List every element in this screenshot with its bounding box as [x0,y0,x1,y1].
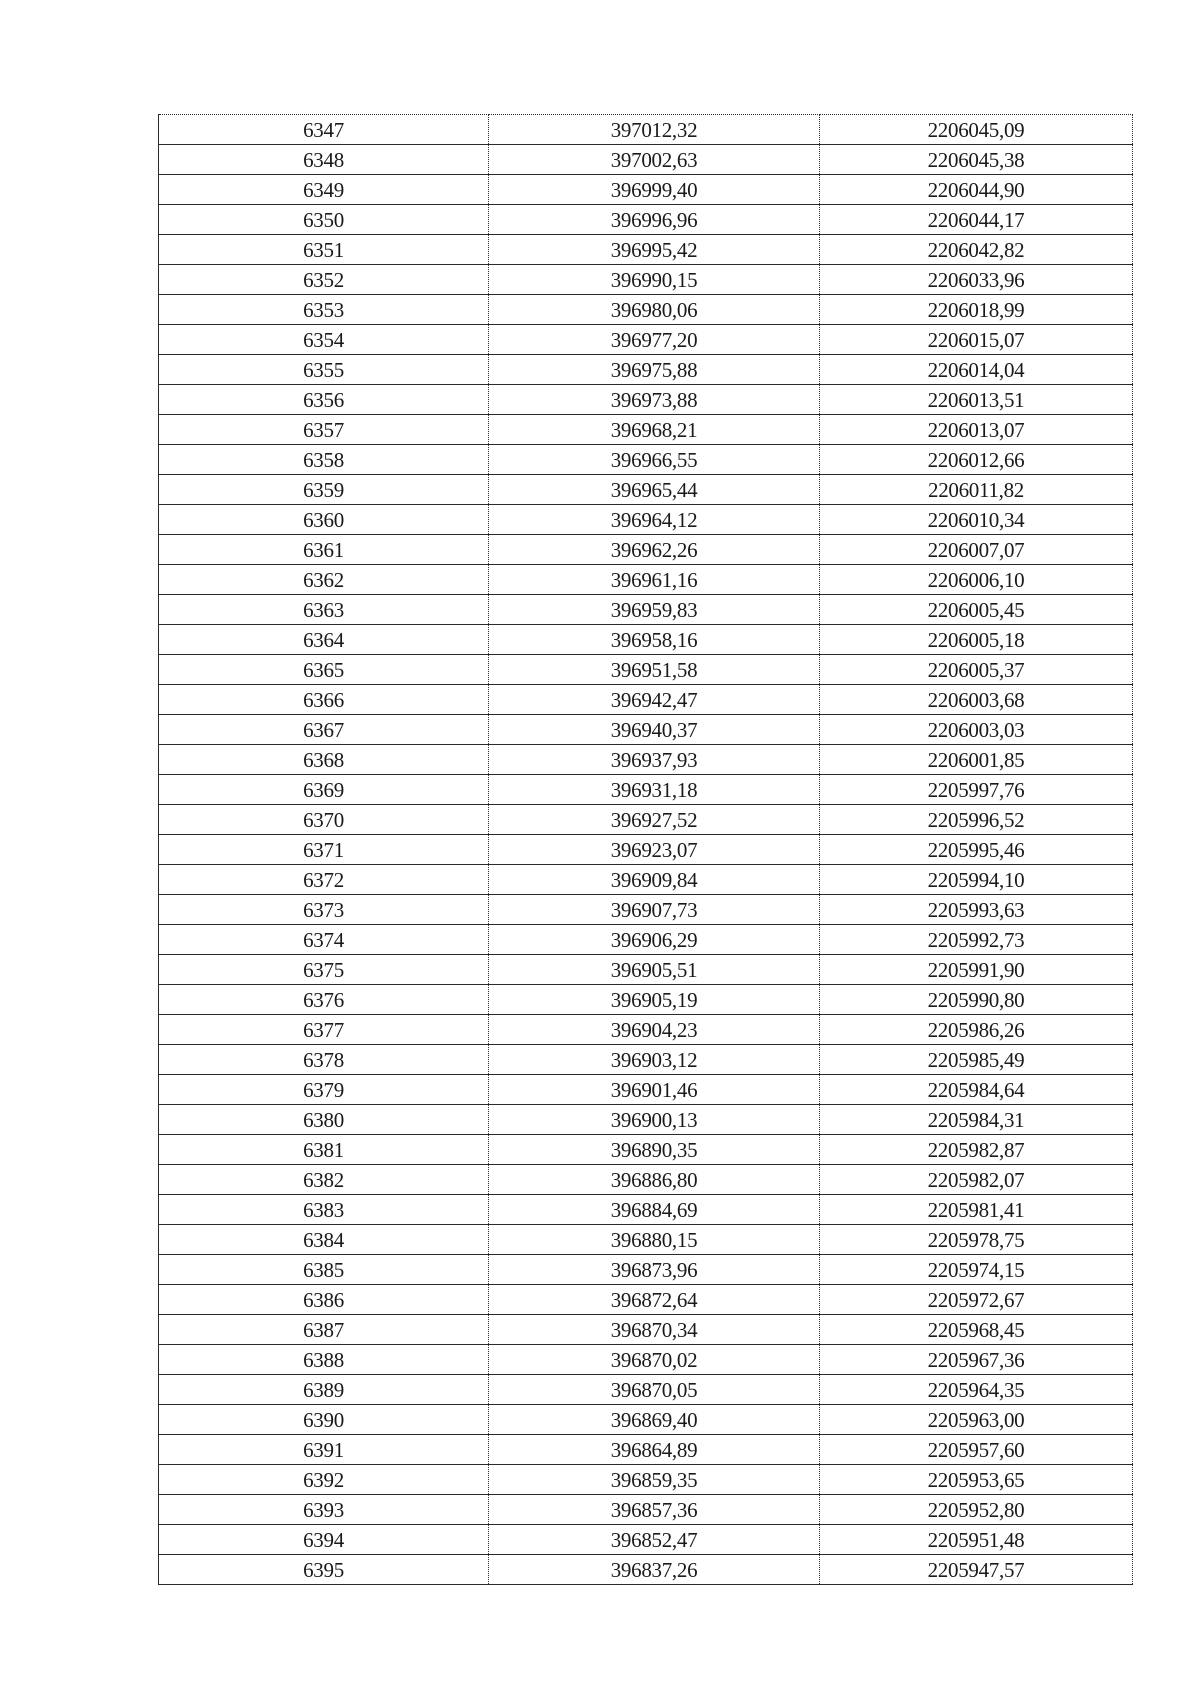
point-number-cell: 6380 [159,1105,489,1135]
table-row [159,1015,1133,1045]
table-row [159,685,1133,715]
point-number-cell: 6370 [159,805,489,835]
point-number-cell: 6364 [159,625,489,655]
point-number-cell: 6361 [159,535,489,565]
y-coordinate-cell: 2206045,09 [820,115,1133,145]
y-coordinate-cell: 2205981,41 [820,1195,1133,1225]
table-row [159,325,1133,355]
y-coordinate-cell: 2205992,73 [820,925,1133,955]
table-row [159,985,1133,1015]
y-coordinate-cell: 2206045,38 [820,145,1133,175]
point-number-cell: 6363 [159,595,489,625]
y-coordinate-cell: 2205974,15 [820,1255,1133,1285]
table-row [159,1465,1133,1495]
table-row [159,535,1133,565]
point-number-cell: 6377 [159,1015,489,1045]
table-row [159,745,1133,775]
table-row [159,445,1133,475]
table-row [159,1315,1133,1345]
x-coordinate-cell: 396942,47 [489,685,820,715]
table-row [159,1165,1133,1195]
point-number-cell: 6389 [159,1375,489,1405]
point-number-cell: 6367 [159,715,489,745]
x-coordinate-cell: 396906,29 [489,925,820,955]
x-coordinate-cell: 396966,55 [489,445,820,475]
x-coordinate-cell: 396973,88 [489,385,820,415]
y-coordinate-cell: 2206005,45 [820,595,1133,625]
table-row [159,955,1133,985]
table-row [159,925,1133,955]
table-row [159,385,1133,415]
x-coordinate-cell: 396995,42 [489,235,820,265]
y-coordinate-cell: 2205986,26 [820,1015,1133,1045]
point-number-cell: 6356 [159,385,489,415]
table-row [159,895,1133,925]
table-row [159,235,1133,265]
table-row [159,805,1133,835]
point-number-cell: 6372 [159,865,489,895]
x-coordinate-cell: 396886,80 [489,1165,820,1195]
point-number-cell: 6395 [159,1555,489,1585]
table-row [159,1525,1133,1555]
y-coordinate-cell: 2205951,48 [820,1525,1133,1555]
point-number-cell: 6387 [159,1315,489,1345]
y-coordinate-cell: 2205990,80 [820,985,1133,1015]
table-row [159,565,1133,595]
point-number-cell: 6378 [159,1045,489,1075]
y-coordinate-cell: 2205997,76 [820,775,1133,805]
y-coordinate-cell: 2205953,65 [820,1465,1133,1495]
y-coordinate-cell: 2205947,57 [820,1555,1133,1585]
table-row [159,505,1133,535]
y-coordinate-cell: 2205985,49 [820,1045,1133,1075]
x-coordinate-cell: 396940,37 [489,715,820,745]
point-number-cell: 6354 [159,325,489,355]
x-coordinate-cell: 396907,73 [489,895,820,925]
y-coordinate-cell: 2206006,10 [820,565,1133,595]
point-number-cell: 6383 [159,1195,489,1225]
y-coordinate-cell: 2206033,96 [820,265,1133,295]
point-number-cell: 6392 [159,1465,489,1495]
table-row [159,295,1133,325]
y-coordinate-cell: 2205968,45 [820,1315,1133,1345]
y-coordinate-cell: 2205991,90 [820,955,1133,985]
x-coordinate-cell: 397002,63 [489,145,820,175]
point-number-cell: 6375 [159,955,489,985]
x-coordinate-cell: 396965,44 [489,475,820,505]
y-coordinate-cell: 2205996,52 [820,805,1133,835]
table-row [159,1345,1133,1375]
y-coordinate-cell: 2205984,64 [820,1075,1133,1105]
x-coordinate-cell: 396869,40 [489,1405,820,1435]
y-coordinate-cell: 2205967,36 [820,1345,1133,1375]
y-coordinate-cell: 2205964,35 [820,1375,1133,1405]
point-number-cell: 6379 [159,1075,489,1105]
point-number-cell: 6359 [159,475,489,505]
table-row [159,1105,1133,1135]
x-coordinate-cell: 396873,96 [489,1255,820,1285]
table-row [159,1135,1133,1165]
y-coordinate-cell: 2205972,67 [820,1285,1133,1315]
x-coordinate-cell: 396905,51 [489,955,820,985]
point-number-cell: 6350 [159,205,489,235]
y-coordinate-cell: 2206014,04 [820,355,1133,385]
table-row [159,1555,1133,1585]
point-number-cell: 6371 [159,835,489,865]
y-coordinate-cell: 2206011,82 [820,475,1133,505]
x-coordinate-cell: 396852,47 [489,1525,820,1555]
point-number-cell: 6366 [159,685,489,715]
point-number-cell: 6347 [159,115,489,145]
x-coordinate-cell: 396923,07 [489,835,820,865]
point-number-cell: 6362 [159,565,489,595]
x-coordinate-cell: 396905,19 [489,985,820,1015]
x-coordinate-cell: 396900,13 [489,1105,820,1135]
y-coordinate-cell: 2205993,63 [820,895,1133,925]
y-coordinate-cell: 2206010,34 [820,505,1133,535]
x-coordinate-cell: 396870,05 [489,1375,820,1405]
x-coordinate-cell: 396964,12 [489,505,820,535]
point-number-cell: 6381 [159,1135,489,1165]
point-number-cell: 6393 [159,1495,489,1525]
y-coordinate-cell: 2206001,85 [820,745,1133,775]
point-number-cell: 6369 [159,775,489,805]
point-number-cell: 6360 [159,505,489,535]
table-row [159,1405,1133,1435]
y-coordinate-cell: 2206005,37 [820,655,1133,685]
table-row [159,175,1133,205]
table-row [159,835,1133,865]
x-coordinate-cell: 396958,16 [489,625,820,655]
point-number-cell: 6376 [159,985,489,1015]
x-coordinate-cell: 396870,34 [489,1315,820,1345]
table-row [159,355,1133,385]
table-row [159,1285,1133,1315]
x-coordinate-cell: 396951,58 [489,655,820,685]
point-number-cell: 6386 [159,1285,489,1315]
x-coordinate-cell: 396931,18 [489,775,820,805]
point-number-cell: 6373 [159,895,489,925]
x-coordinate-cell: 396884,69 [489,1195,820,1225]
table-row [159,475,1133,505]
table-row [159,205,1133,235]
x-coordinate-cell: 396977,20 [489,325,820,355]
x-coordinate-cell: 396859,35 [489,1465,820,1495]
y-coordinate-cell: 2205952,80 [820,1495,1133,1525]
point-number-cell: 6353 [159,295,489,325]
x-coordinate-cell: 396880,15 [489,1225,820,1255]
x-coordinate-cell: 396959,83 [489,595,820,625]
table-row [159,415,1133,445]
x-coordinate-cell: 396870,02 [489,1345,820,1375]
x-coordinate-cell: 396961,16 [489,565,820,595]
point-number-cell: 6385 [159,1255,489,1285]
table-row [159,1195,1133,1225]
y-coordinate-cell: 2205982,87 [820,1135,1133,1165]
x-coordinate-cell: 396837,26 [489,1555,820,1585]
x-coordinate-cell: 396927,52 [489,805,820,835]
y-coordinate-cell: 2206007,07 [820,535,1133,565]
point-number-cell: 6349 [159,175,489,205]
point-number-cell: 6391 [159,1435,489,1465]
point-number-cell: 6355 [159,355,489,385]
y-coordinate-cell: 2206003,68 [820,685,1133,715]
x-coordinate-cell: 396864,89 [489,1435,820,1465]
coordinates-table [158,114,1133,1585]
y-coordinate-cell: 2205982,07 [820,1165,1133,1195]
y-coordinate-cell: 2205984,31 [820,1105,1133,1135]
y-coordinate-cell: 2206013,07 [820,415,1133,445]
table-row [159,1225,1133,1255]
table-row [159,595,1133,625]
point-number-cell: 6357 [159,415,489,445]
x-coordinate-cell: 396857,36 [489,1495,820,1525]
table-row [159,1255,1133,1285]
x-coordinate-cell: 396901,46 [489,1075,820,1105]
table-row [159,1375,1133,1405]
x-coordinate-cell: 396909,84 [489,865,820,895]
y-coordinate-cell: 2206044,90 [820,175,1133,205]
table-row [159,625,1133,655]
x-coordinate-cell: 396937,93 [489,745,820,775]
y-coordinate-cell: 2206042,82 [820,235,1133,265]
x-coordinate-cell: 396962,26 [489,535,820,565]
table-row [159,1075,1133,1105]
y-coordinate-cell: 2206013,51 [820,385,1133,415]
point-number-cell: 6374 [159,925,489,955]
x-coordinate-cell: 397012,32 [489,115,820,145]
y-coordinate-cell: 2205978,75 [820,1225,1133,1255]
x-coordinate-cell: 396872,64 [489,1285,820,1315]
point-number-cell: 6358 [159,445,489,475]
x-coordinate-cell: 396999,40 [489,175,820,205]
x-coordinate-cell: 396990,15 [489,265,820,295]
point-number-cell: 6388 [159,1345,489,1375]
coordinates-table-body [159,115,1133,1585]
x-coordinate-cell: 396980,06 [489,295,820,325]
table-row [159,655,1133,685]
y-coordinate-cell: 2205963,00 [820,1405,1133,1435]
point-number-cell: 6365 [159,655,489,685]
y-coordinate-cell: 2205995,46 [820,835,1133,865]
x-coordinate-cell: 396975,88 [489,355,820,385]
table-row [159,145,1133,175]
table-row [159,715,1133,745]
x-coordinate-cell: 396996,96 [489,205,820,235]
table-row [159,115,1133,145]
y-coordinate-cell: 2206044,17 [820,205,1133,235]
x-coordinate-cell: 396968,21 [489,415,820,445]
table-row [159,265,1133,295]
point-number-cell: 6352 [159,265,489,295]
table-row [159,865,1133,895]
point-number-cell: 6390 [159,1405,489,1435]
table-row [159,1495,1133,1525]
y-coordinate-cell: 2206005,18 [820,625,1133,655]
table-row [159,1045,1133,1075]
point-number-cell: 6351 [159,235,489,265]
table-row [159,1435,1133,1465]
y-coordinate-cell: 2205994,10 [820,865,1133,895]
point-number-cell: 6348 [159,145,489,175]
x-coordinate-cell: 396903,12 [489,1045,820,1075]
y-coordinate-cell: 2206003,03 [820,715,1133,745]
point-number-cell: 6382 [159,1165,489,1195]
y-coordinate-cell: 2206018,99 [820,295,1133,325]
y-coordinate-cell: 2206015,07 [820,325,1133,355]
point-number-cell: 6384 [159,1225,489,1255]
x-coordinate-cell: 396890,35 [489,1135,820,1165]
table-row [159,775,1133,805]
point-number-cell: 6394 [159,1525,489,1555]
y-coordinate-cell: 2206012,66 [820,445,1133,475]
y-coordinate-cell: 2205957,60 [820,1435,1133,1465]
x-coordinate-cell: 396904,23 [489,1015,820,1045]
point-number-cell: 6368 [159,745,489,775]
